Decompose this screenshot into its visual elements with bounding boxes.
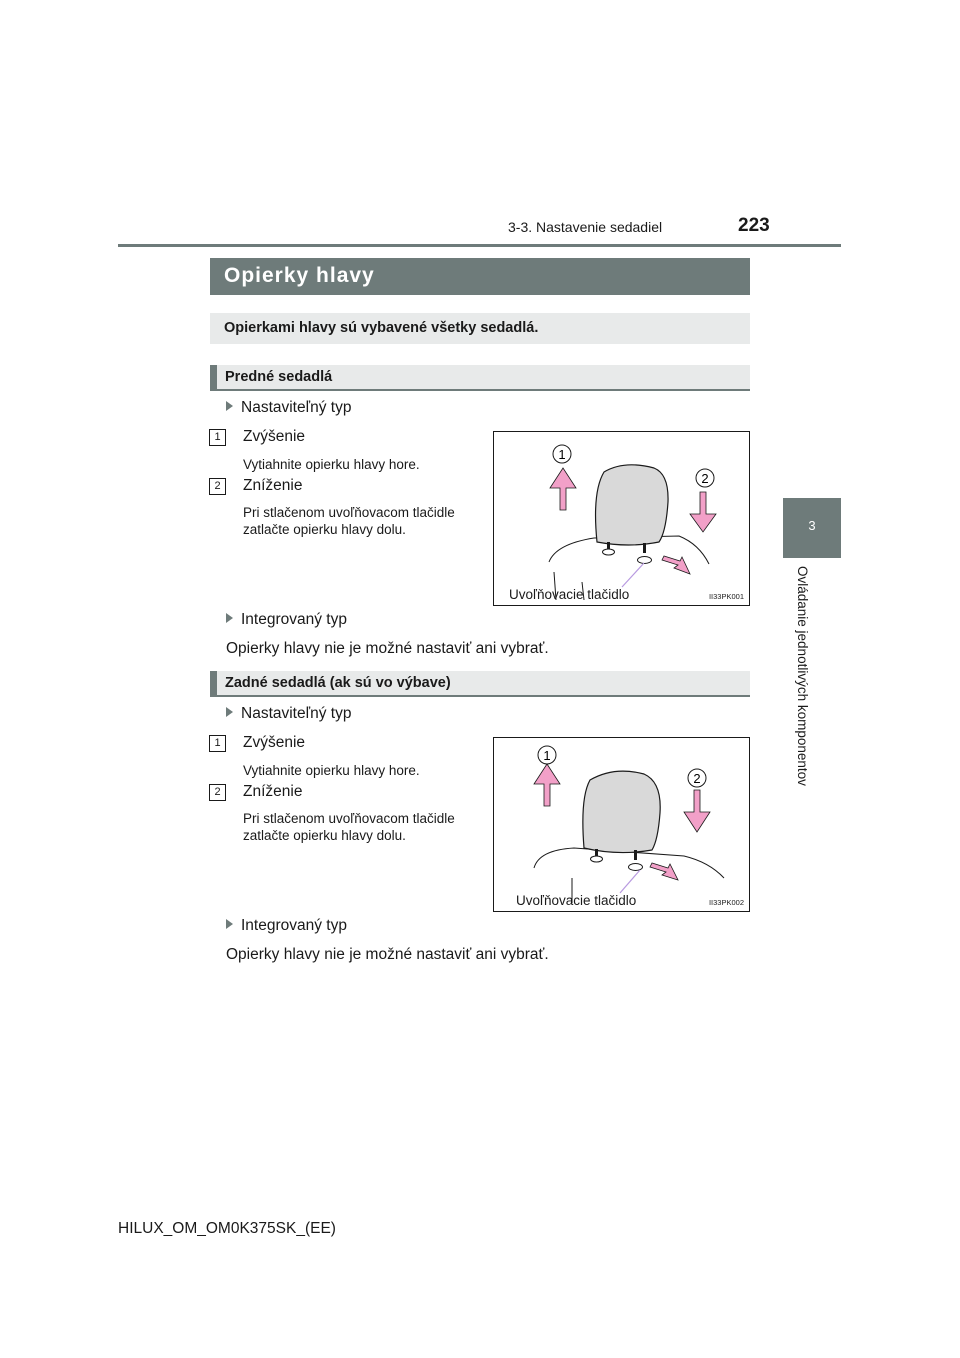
front-step1-text: Vytiahnite opierku hlavy hore.: [243, 457, 420, 472]
front-headrest-figure: [493, 431, 750, 606]
rear-headrest-illustration: [494, 738, 751, 913]
rear-step2-title: Zníženie: [243, 783, 303, 800]
rear-figure-code: II33PK002: [708, 898, 744, 907]
front-step2-text: Pri stlačenom uvoľňovacom tlačidle zatlačte opierku hlavy dolu.: [243, 505, 455, 537]
rear-integrated-bullet: [226, 917, 347, 935]
chapter-tab: 3: [783, 498, 841, 558]
front-headrest-illustration: [494, 432, 751, 607]
triangle-bullet-icon: [226, 613, 233, 623]
page-title: Opierky hlavy: [210, 258, 750, 295]
triangle-bullet-icon: [226, 707, 233, 717]
intro-text: Opierkami hlavy sú vybavené všetky sedadlá.: [210, 313, 750, 344]
front-integrated-label: Integrovaný typ: [241, 611, 347, 628]
rear-adjustable-label: Nastaviteľný typ: [241, 705, 352, 722]
rear-figure-label-1: 1: [543, 748, 551, 763]
front-adjustable-label: Nastaviteľný typ: [241, 399, 352, 416]
rear-step1-text: Vytiahnite opierku hlavy hore.: [243, 763, 420, 778]
front-seats-heading: Predné sedadlá: [210, 365, 750, 391]
front-figure-label-2: 2: [701, 471, 709, 486]
triangle-bullet-icon: [226, 401, 233, 411]
page-number: 223: [738, 215, 770, 236]
front-integrated-text: Opierky hlavy nie je možné nastaviť ani vybrať.: [226, 640, 549, 657]
header-section-title: 3-3. Nastavenie sedadiel: [508, 219, 663, 235]
footer-document-code: HILUX_OM_OM0K375SK_(EE): [118, 1220, 336, 1237]
rear-integrated-text: Opierky hlavy nie je možné nastaviť ani vybrať.: [226, 946, 549, 963]
rear-release-button-caption: Uvoľňovacie tlačidlo: [516, 893, 637, 908]
triangle-bullet-icon: [226, 919, 233, 929]
front-figure-label-1: 1: [558, 447, 566, 462]
front-figure-code: II33PK001: [708, 592, 744, 601]
front-step1-number: 1: [209, 429, 226, 446]
front-step1-title: Zvýšenie: [243, 428, 306, 445]
rear-integrated-label: Integrovaný typ: [241, 917, 347, 934]
rear-adjustable-bullet: [226, 705, 351, 723]
rear-step2-text: Pri stlačenom uvoľňovacom tlačidle zatlačte opierku hlavy dolu.: [243, 811, 455, 843]
front-adjustable-bullet: [226, 399, 351, 417]
chapter-title-vertical: Ovládanie jednotlivých komponentov: [795, 566, 810, 786]
rear-seats-heading: Zadné sedadlá (ak sú vo výbave): [210, 671, 750, 697]
rear-step1-title: Zvýšenie: [243, 734, 306, 751]
front-step2-title: Zníženie: [243, 477, 303, 494]
front-step2-number: 2: [209, 478, 226, 495]
rear-step1-number: 1: [209, 735, 226, 752]
rear-step2-number: 2: [209, 784, 226, 801]
rear-headrest-figure: [493, 737, 750, 912]
front-integrated-bullet: [226, 611, 347, 629]
front-release-button-caption: Uvoľňovacie tlačidlo: [509, 587, 630, 602]
rear-figure-label-2: 2: [693, 771, 701, 786]
header-rule: [118, 244, 841, 247]
